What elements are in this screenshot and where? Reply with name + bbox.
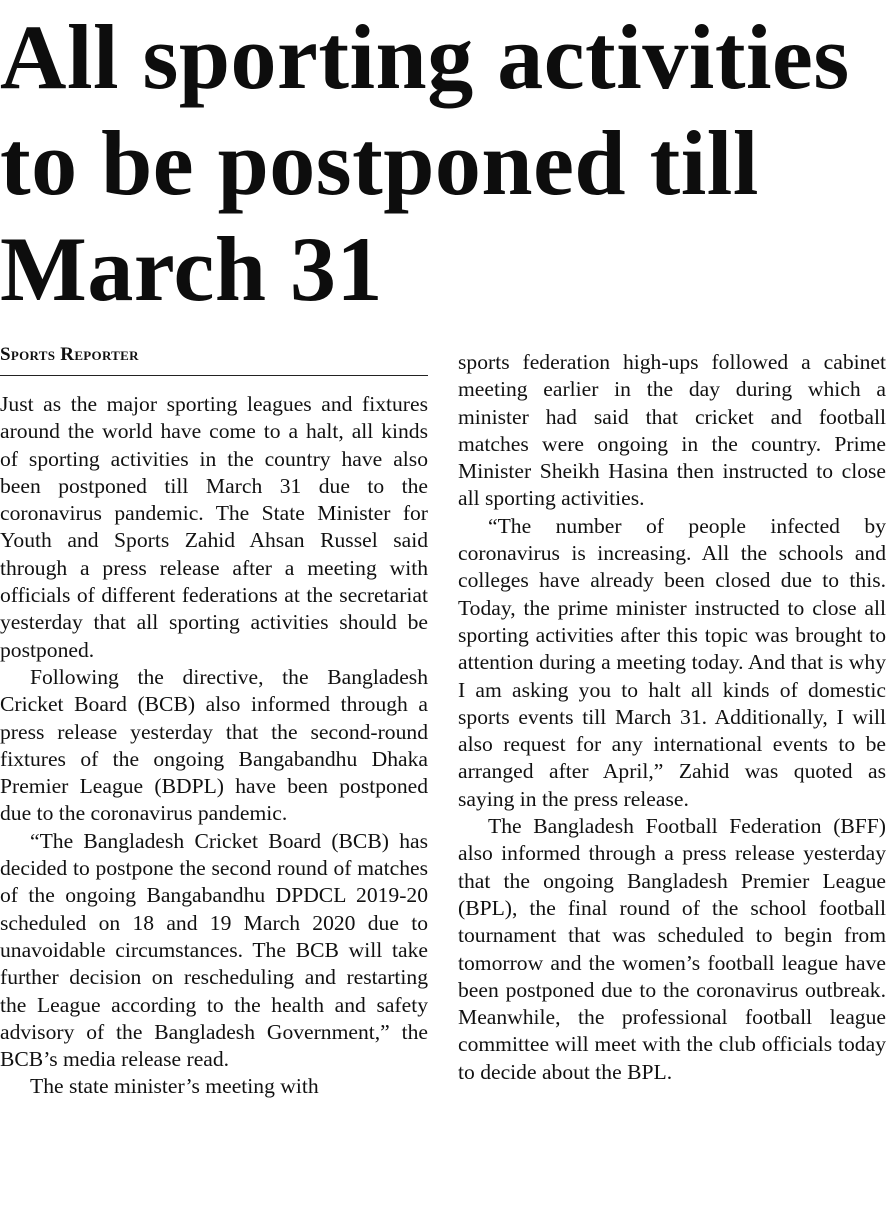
paragraph-continued: sports federation high-ups followed a cabinet meeting earlier in the day during which a minister had said that cricket and football matches were ongoing in the country. Prime Minister Sheikh Hasina then instructed to close all sporting activities. xyxy=(458,350,886,511)
paragraph: The Bangladesh Football Federation (BFF) also informed through a press release yesterday that the ongoing Bangladesh Premier League (BPL), the final round of the school football tournament that was scheduled to begin from tomorrow and the women’s football league have been postponed due to the coronavirus outbreak. Meanwhile, the professional football league committee will meet with the club officials today to decide about the BPL. xyxy=(458,814,886,1084)
article-column-right xyxy=(458,349,886,1086)
paragraph: “The number of people infected by coronavirus is increasing. All the schools and colleges have already been closed due to this. Today, the prime minister instructed to close all sporting activities after this topic was brought to attention during a meeting today. And that is why I am asking you to halt all kinds of domestic sports events till March 31. Additionally, I will also request for any international events to be arranged after April,” Zahid was quoted as saying in the press release. xyxy=(458,513,886,811)
byline: Sports Reporter xyxy=(0,344,428,376)
article-column-left xyxy=(0,391,428,1101)
paragraph: “The Bangladesh Cricket Board (BCB) has decided to postpone the second round of matches of the ongoing Bangabandhu DPDCL 2019-20 scheduled on 18 and 19 March 2020 due to unavoidable circumstances. The BCB will take further decision on rescheduling and restarting the League according to the health and safety advisory of the Bangladesh Government,” the BCB’s media release read. xyxy=(0,828,428,1072)
paragraph: Just as the major sporting leagues and fixtures around the world have come to a halt, all kinds of sporting activities in the country have also been postponed till March 31 due to the coronavirus pandemic. The State Minister for Youth and Sports Zahid Ahsan Russel said through a press release after a meeting with officials of different federations at the secretariat yesterday that all sporting activities should be postponed. xyxy=(0,392,428,662)
headline: All sporting activities to be postponed till March 31 xyxy=(0,6,850,320)
paragraph: Following the directive, the Bangladesh Cricket Board (BCB) also informed through a press release yesterday that the second-round fixtures of the ongoing Bangabandhu Dhaka Premier League (BDPL) have been postponed due to the coronavirus pandemic. xyxy=(0,664,428,826)
paragraph: The state minister’s meeting with xyxy=(30,1074,319,1099)
